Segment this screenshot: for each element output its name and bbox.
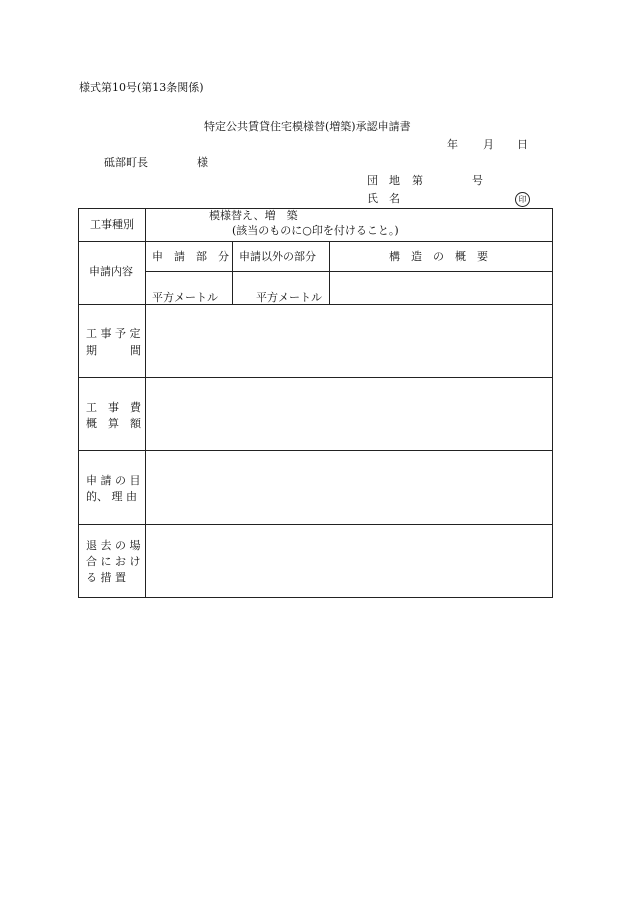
date-month-label: 月 [483, 138, 494, 151]
row-sep-4 [78, 450, 552, 451]
work-type-note: (該当のものに○印を付けること。) [232, 224, 399, 237]
cost-label-line2: 概 算 額 [86, 417, 141, 430]
date-year-label: 年 [447, 138, 458, 151]
row-sep-1 [78, 241, 552, 242]
period-label-line1: 工 事 予 定 [86, 327, 141, 340]
moveout-label-line2: 合 に お け [86, 555, 141, 568]
purpose-label-line2: 的、 理 由 [86, 490, 137, 503]
subcol-divider-2 [329, 241, 330, 304]
application-label: 申請内容 [89, 265, 133, 278]
document-title: 特定公共賃貸住宅模様替(増築)承認申請書 [204, 120, 411, 133]
table-border-left [78, 208, 79, 597]
table-border-top [78, 208, 552, 209]
date-day-label: 日 [517, 138, 528, 151]
form-number: 様式第10号(第13条関係) [79, 81, 204, 94]
table-border-right [552, 208, 553, 598]
applicant-shi: 氏 [367, 192, 378, 205]
col-structure: 構 造 の 概 要 [389, 250, 488, 263]
applicant-go: 号 [472, 174, 483, 187]
subcol-divider-1 [232, 241, 233, 304]
purpose-label-line1: 申 請 の 目 [86, 474, 141, 487]
row-sep-inner [145, 271, 552, 272]
row-sep-3 [78, 377, 552, 378]
moveout-label-line1: 退 去 の 場 [86, 539, 141, 552]
period-label-line2: 期 間 [86, 344, 141, 357]
unit-other-part: 平方メートル [256, 291, 322, 304]
col-other-part: 申請以外の部分 [239, 250, 316, 263]
unit-request-part: 平方メートル [152, 291, 218, 304]
table-border-bottom [78, 597, 552, 598]
cost-label-line1: 工 事 費 [86, 401, 141, 414]
applicant-mei: 名 [389, 192, 400, 205]
addressee-honorific: 様 [197, 156, 208, 169]
applicant-danchi: 団 [367, 174, 378, 187]
work-type-options: 模様替え、増 築 [209, 209, 298, 222]
applicant-dai: 第 [412, 174, 423, 187]
row-sep-5 [78, 524, 552, 525]
work-type-label: 工事種別 [90, 218, 134, 231]
col-request-part: 申 請 部 分 [152, 250, 229, 263]
label-col-divider [145, 208, 146, 597]
seal-mark [515, 192, 530, 207]
applicant-chi: 地 [389, 174, 400, 187]
addressee-name: 砥部町長 [104, 156, 148, 169]
seal-icon: 印 [515, 192, 530, 207]
moveout-label-line3: る 措 置 [86, 571, 126, 584]
